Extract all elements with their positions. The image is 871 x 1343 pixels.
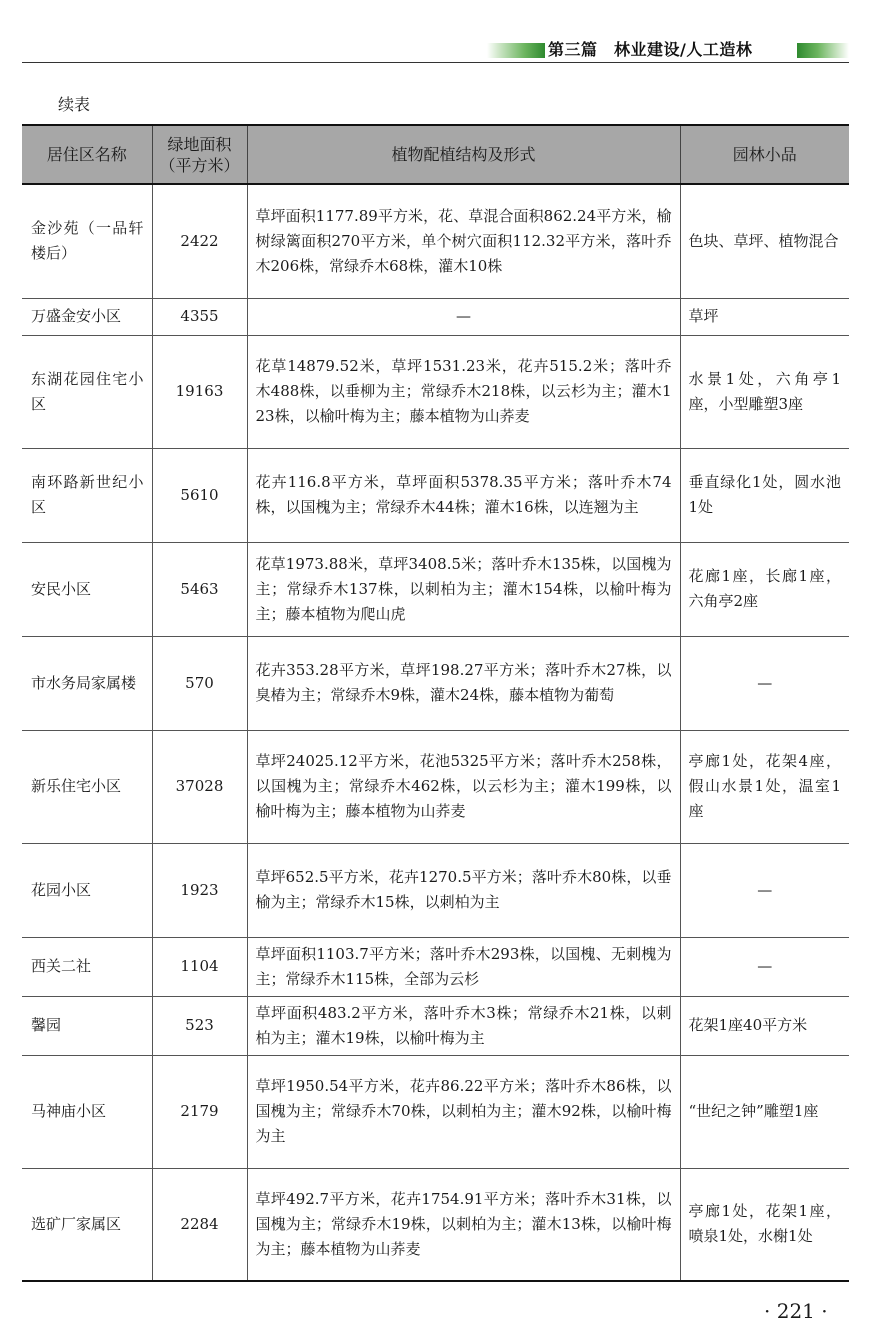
cell-name: 安民小区 <box>22 542 152 636</box>
table-row <box>22 1055 849 1168</box>
cell-area: 1923 <box>152 843 247 937</box>
cell-features: 亭廊1处，花架4座，假山水景1处，温室1座 <box>680 730 849 843</box>
cell-features: — <box>680 636 849 730</box>
cell-name: 马神庙小区 <box>22 1055 152 1168</box>
cell-name: 新乐住宅小区 <box>22 730 152 843</box>
cell-area: 523 <box>152 996 247 1055</box>
table-row <box>22 335 849 448</box>
cell-structure: — <box>247 298 680 335</box>
cell-name: 南环路新世纪小区 <box>22 448 152 542</box>
table-row <box>22 636 849 730</box>
section-title: 第三篇 林业建设/人工造林 <box>548 40 753 59</box>
cell-area: 5463 <box>152 542 247 636</box>
cell-name: 市水务局家属楼 <box>22 636 152 730</box>
header-green-bar-right <box>797 43 849 58</box>
cell-area: 19163 <box>152 335 247 448</box>
cell-name: 选矿厂家属区 <box>22 1168 152 1281</box>
cell-name: 金沙苑（一品轩楼后） <box>22 184 152 298</box>
cell-name: 东湖花园住宅小区 <box>22 335 152 448</box>
header-rule <box>22 62 849 63</box>
table-row <box>22 298 849 335</box>
cell-features: — <box>680 937 849 996</box>
cell-structure: 草坪1950.54平方米，花卉86.22平方米；落叶乔木86株，以国槐为主；常绿乔木70株，以刺柏为主；灌木92株，以榆叶梅为主 <box>247 1055 680 1168</box>
table-row <box>22 843 849 937</box>
col-header-structure: 植物配植结构及形式 <box>247 125 680 184</box>
cell-name: 西关二社 <box>22 937 152 996</box>
cell-features: 草坪 <box>680 298 849 335</box>
cell-features: 亭廊1处，花架1座，喷泉1处，水榭1处 <box>680 1168 849 1281</box>
cell-area: 4355 <box>152 298 247 335</box>
cell-area: 2284 <box>152 1168 247 1281</box>
cell-structure: 花卉353.28平方米，草坪198.27平方米；落叶乔木27株，以臭椿为主；常绿乔木9株，灌木24株，藤本植物为葡萄 <box>247 636 680 730</box>
col-header-features: 园林小品 <box>680 125 849 184</box>
cell-area: 1104 <box>152 937 247 996</box>
cell-features: 水景1处，六角亭1座，小型雕塑3座 <box>680 335 849 448</box>
cell-features: 花架1座40平方米 <box>680 996 849 1055</box>
cell-structure: 草坪24025.12平方米，花池5325平方米；落叶乔木258株，以国槐为主；常绿乔木462株，以云杉为主；灌木199株，以榆叶梅为主；藤本植物为山荞麦 <box>247 730 680 843</box>
cell-area: 5610 <box>152 448 247 542</box>
cell-structure: 花草14879.52米，草坪1531.23米，花卉515.2米；落叶乔木488株，以垂柳为主；常绿乔木218株，以云杉为主；灌木123株，以榆叶梅为主；藤本植物为山荞麦 <box>247 335 680 448</box>
table-row <box>22 542 849 636</box>
continued-label: 续表 <box>58 95 91 114</box>
cell-features: 花廊1座，长廊1座，六角亭2座 <box>680 542 849 636</box>
cell-area: 2179 <box>152 1055 247 1168</box>
cell-name: 万盛金安小区 <box>22 298 152 335</box>
col-header-area <box>152 125 247 184</box>
table-row <box>22 996 849 1055</box>
table-header-row <box>22 125 849 184</box>
cell-structure: 草坪面积483.2平方米，落叶乔木3株；常绿乔木21株，以刺柏为主；灌木19株，以榆叶梅为主 <box>247 996 680 1055</box>
cell-structure: 花草1973.88米，草坪3408.5米；落叶乔木135株，以国槐为主；常绿乔木137株，以刺柏为主；灌木154株，以榆叶梅为主；藤本植物为爬山虎 <box>247 542 680 636</box>
cell-name: 花园小区 <box>22 843 152 937</box>
table-row <box>22 184 849 298</box>
cell-area: 570 <box>152 636 247 730</box>
cell-name: 馨园 <box>22 996 152 1055</box>
cell-structure: 草坪492.7平方米，花卉1754.91平方米；落叶乔木31株，以国槐为主；常绿乔木19株，以刺柏为主；灌木13株，以榆叶梅为主；藤本植物为山荞麦 <box>247 1168 680 1281</box>
running-header <box>0 0 871 66</box>
page-number: · 221 · <box>764 1299 828 1323</box>
cell-structure: 草坪面积1177.89平方米，花、草混合面积862.24平方米，榆树绿篱面积270平方米，单个树穴面积112.32平方米，落叶乔木206株，常绿乔木68株，灌木10株 <box>247 184 680 298</box>
greening-table <box>22 124 849 1282</box>
table-row <box>22 937 849 996</box>
cell-structure: 草坪652.5平方米，花卉1270.5平方米；落叶乔木80株，以垂榆为主；常绿乔木15株，以刺柏为主 <box>247 843 680 937</box>
cell-structure: 花卉116.8平方米，草坪面积5378.35平方米；落叶乔木74株，以国槐为主；常绿乔木44株；灌木16株，以连翘为主 <box>247 448 680 542</box>
cell-features: 垂直绿化1处，圆水池1处 <box>680 448 849 542</box>
header-green-bar-left <box>487 43 545 58</box>
table-row <box>22 448 849 542</box>
cell-area: 37028 <box>152 730 247 843</box>
cell-structure: 草坪面积1103.7平方米；落叶乔木293株，以国槐、无刺槐为主；常绿乔木115株，全部为云杉 <box>247 937 680 996</box>
col-header-area-text: 绿地面积 （平方米） <box>159 134 240 175</box>
table-row <box>22 730 849 843</box>
cell-features: — <box>680 843 849 937</box>
col-header-name: 居住区名称 <box>22 125 152 184</box>
cell-features: 色块、草坪、植物混合 <box>680 184 849 298</box>
cell-area: 2422 <box>152 184 247 298</box>
table-row <box>22 1168 849 1281</box>
cell-features: “世纪之钟”雕塑1座 <box>680 1055 849 1168</box>
